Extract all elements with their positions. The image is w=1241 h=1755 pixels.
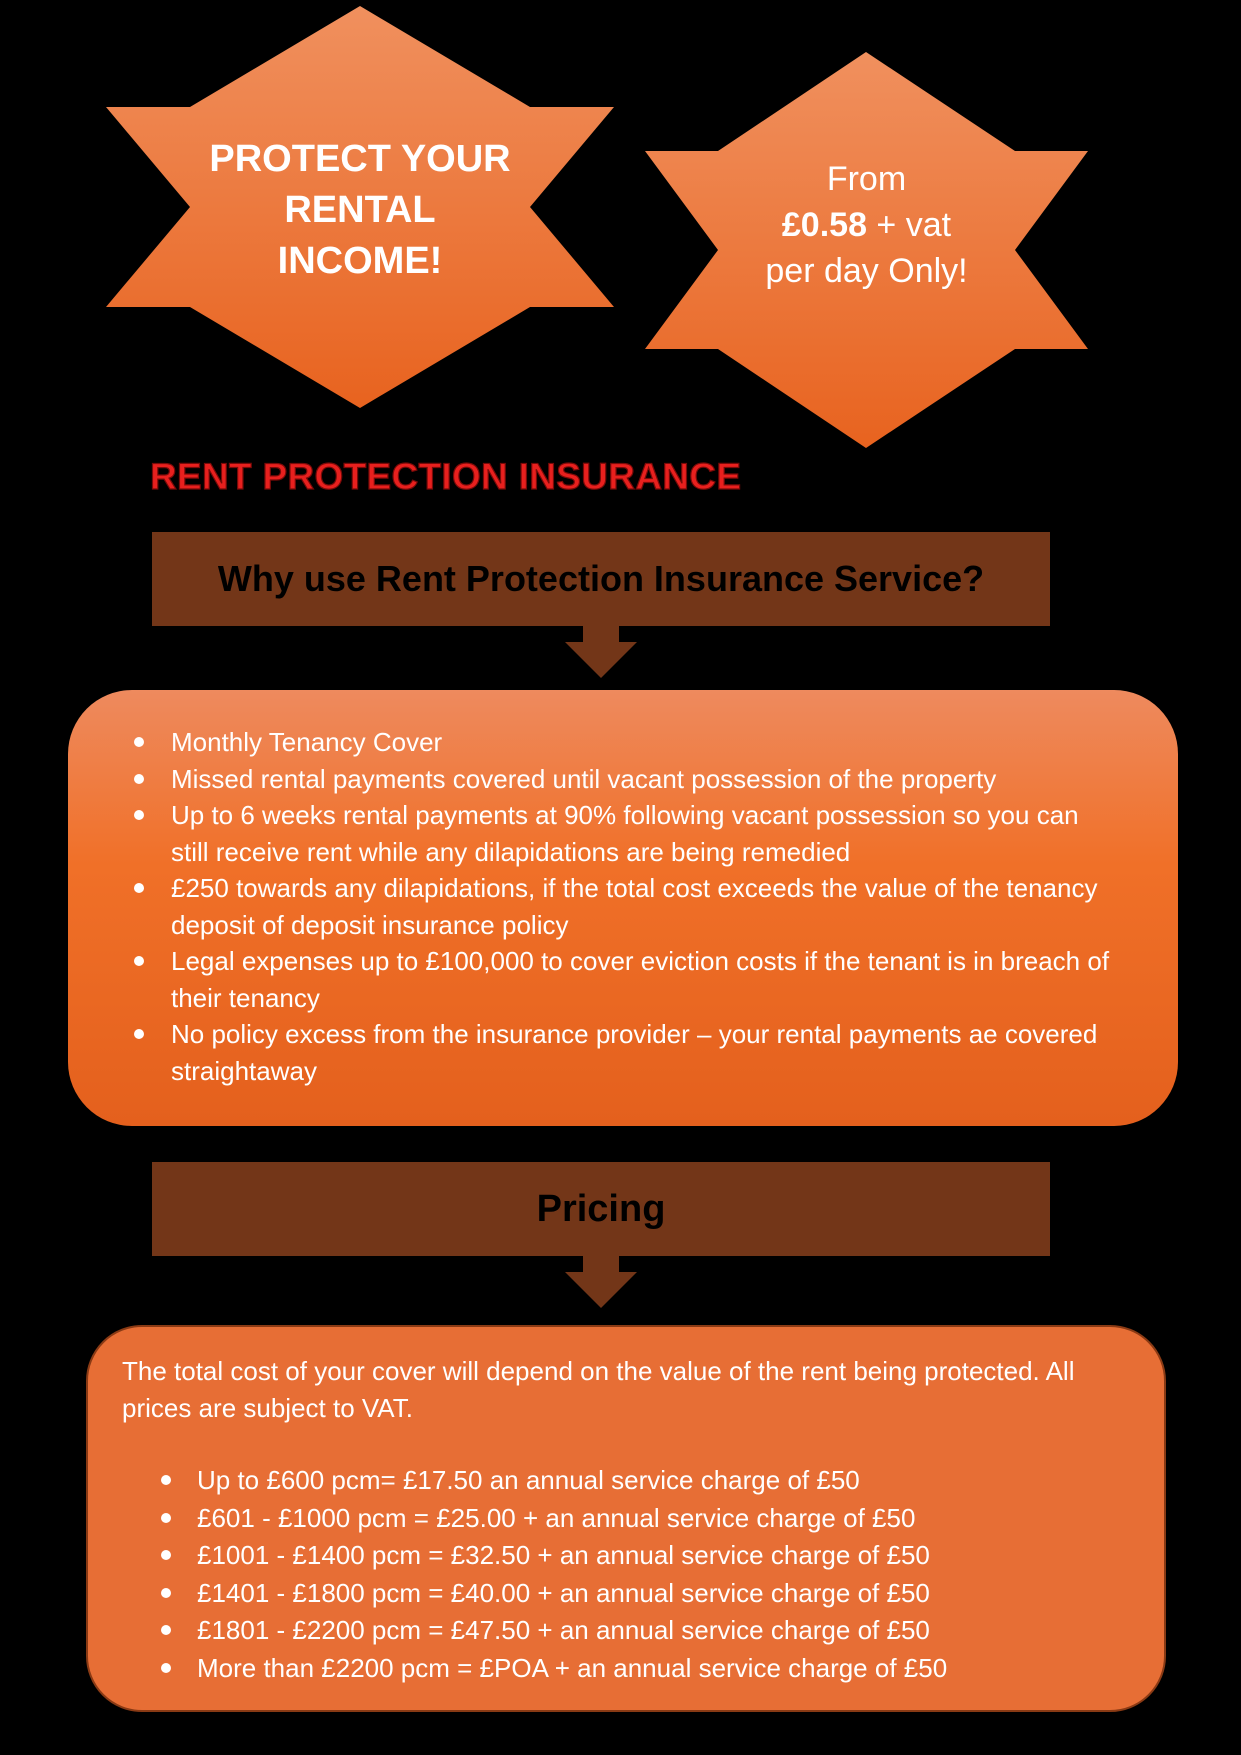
benefit-text: Monthly Tenancy Cover — [171, 727, 443, 757]
price-from-label: From — [826, 160, 907, 198]
bullet-icon — [161, 1550, 171, 1560]
list-item — [155, 1462, 1134, 1500]
list-item — [128, 943, 1118, 1016]
pricing-tier-text: £601 - £1000 pcm = £25.00 + an annual service charge of £50 — [197, 1502, 916, 1533]
list-item — [128, 724, 1118, 761]
benefits-panel — [68, 690, 1178, 1126]
pricing-banner — [152, 1162, 1050, 1256]
down-arrow-icon — [565, 626, 637, 678]
list-item — [155, 1575, 1134, 1613]
pricing-tier-text: £1401 - £1800 pcm = £40.00 + an annual service charge of £50 — [197, 1577, 930, 1608]
protect-line-3: INCOME! — [277, 240, 443, 282]
protect-income-text — [106, 134, 614, 287]
pricing-tier-text: £1001 - £1400 pcm = £32.50 + an annual service charge of £50 — [197, 1540, 930, 1570]
why-use-title: Why use Rent Protection Insurance Service? — [217, 558, 985, 599]
list-item — [155, 1650, 1134, 1688]
protect-line-1: PROTECT YOUR — [209, 138, 511, 180]
price-line — [645, 202, 1088, 248]
pricing-tier-text: More than £2200 pcm = £POA + an annual service charge of £50 — [197, 1652, 948, 1683]
bullet-icon — [161, 1625, 171, 1635]
benefit-text: Up to 6 weeks rental payments at 90% following vacant possession so you can still receive rent while any dilapidations are being remedied — [171, 800, 1079, 867]
bullet-icon — [161, 1663, 171, 1673]
pricing-intro: The total cost of your cover will depend on the value of the rent being protected. All prices are subject to VAT. — [122, 1356, 1075, 1423]
pricing-tier-text: Up to £600 pcm= £17.50 an annual service charge of £50 — [197, 1465, 860, 1495]
list-item — [128, 1016, 1118, 1089]
list-item — [155, 1500, 1134, 1538]
list-item — [128, 870, 1118, 943]
bullet-icon — [134, 810, 144, 820]
list-item — [155, 1612, 1134, 1650]
bullet-icon — [134, 774, 144, 784]
pricing-panel — [86, 1325, 1166, 1712]
bullet-icon — [161, 1475, 171, 1485]
benefit-text: Missed rental payments covered until vacant possession of the property — [171, 763, 997, 794]
promo-star-left — [106, 6, 614, 408]
promo-star-right — [645, 52, 1088, 448]
bullet-icon — [161, 1513, 171, 1523]
price-text — [645, 156, 1088, 294]
benefit-text: Legal expenses up to £100,000 to cover eviction costs if the tenant is in breach of their tenancy — [171, 946, 1110, 1013]
benefit-text: £250 towards any dilapidations, if the total cost exceeds the value of the tenancy deposit of deposit insurance policy — [171, 873, 1098, 940]
protect-line-2: RENTAL — [284, 189, 436, 231]
bullet-icon — [134, 956, 144, 966]
why-use-banner — [152, 532, 1050, 626]
list-item — [128, 797, 1118, 870]
bullet-icon — [134, 883, 144, 893]
list-item — [155, 1537, 1134, 1575]
pricing-tier-text: £1801 - £2200 pcm = £47.50 + an annual service charge of £50 — [197, 1615, 930, 1645]
price-per-day-label: per day Only! — [765, 252, 968, 290]
list-item — [128, 761, 1118, 798]
pricing-tiers-list — [122, 1462, 1134, 1687]
down-arrow-icon — [565, 1256, 637, 1308]
pricing-title: Pricing — [536, 1187, 666, 1230]
bullet-icon — [134, 737, 144, 747]
price-suffix: + vat — [866, 206, 952, 244]
benefit-text: No policy excess from the insurance provider – your rental payments ae covered straightaway — [171, 1019, 1098, 1086]
bullet-icon — [134, 1029, 144, 1039]
price-value: £0.58 — [781, 206, 867, 244]
page-title: RENT PROTECTION INSURANCE — [150, 456, 742, 497]
benefits-list — [128, 724, 1118, 1089]
bullet-icon — [161, 1588, 171, 1598]
